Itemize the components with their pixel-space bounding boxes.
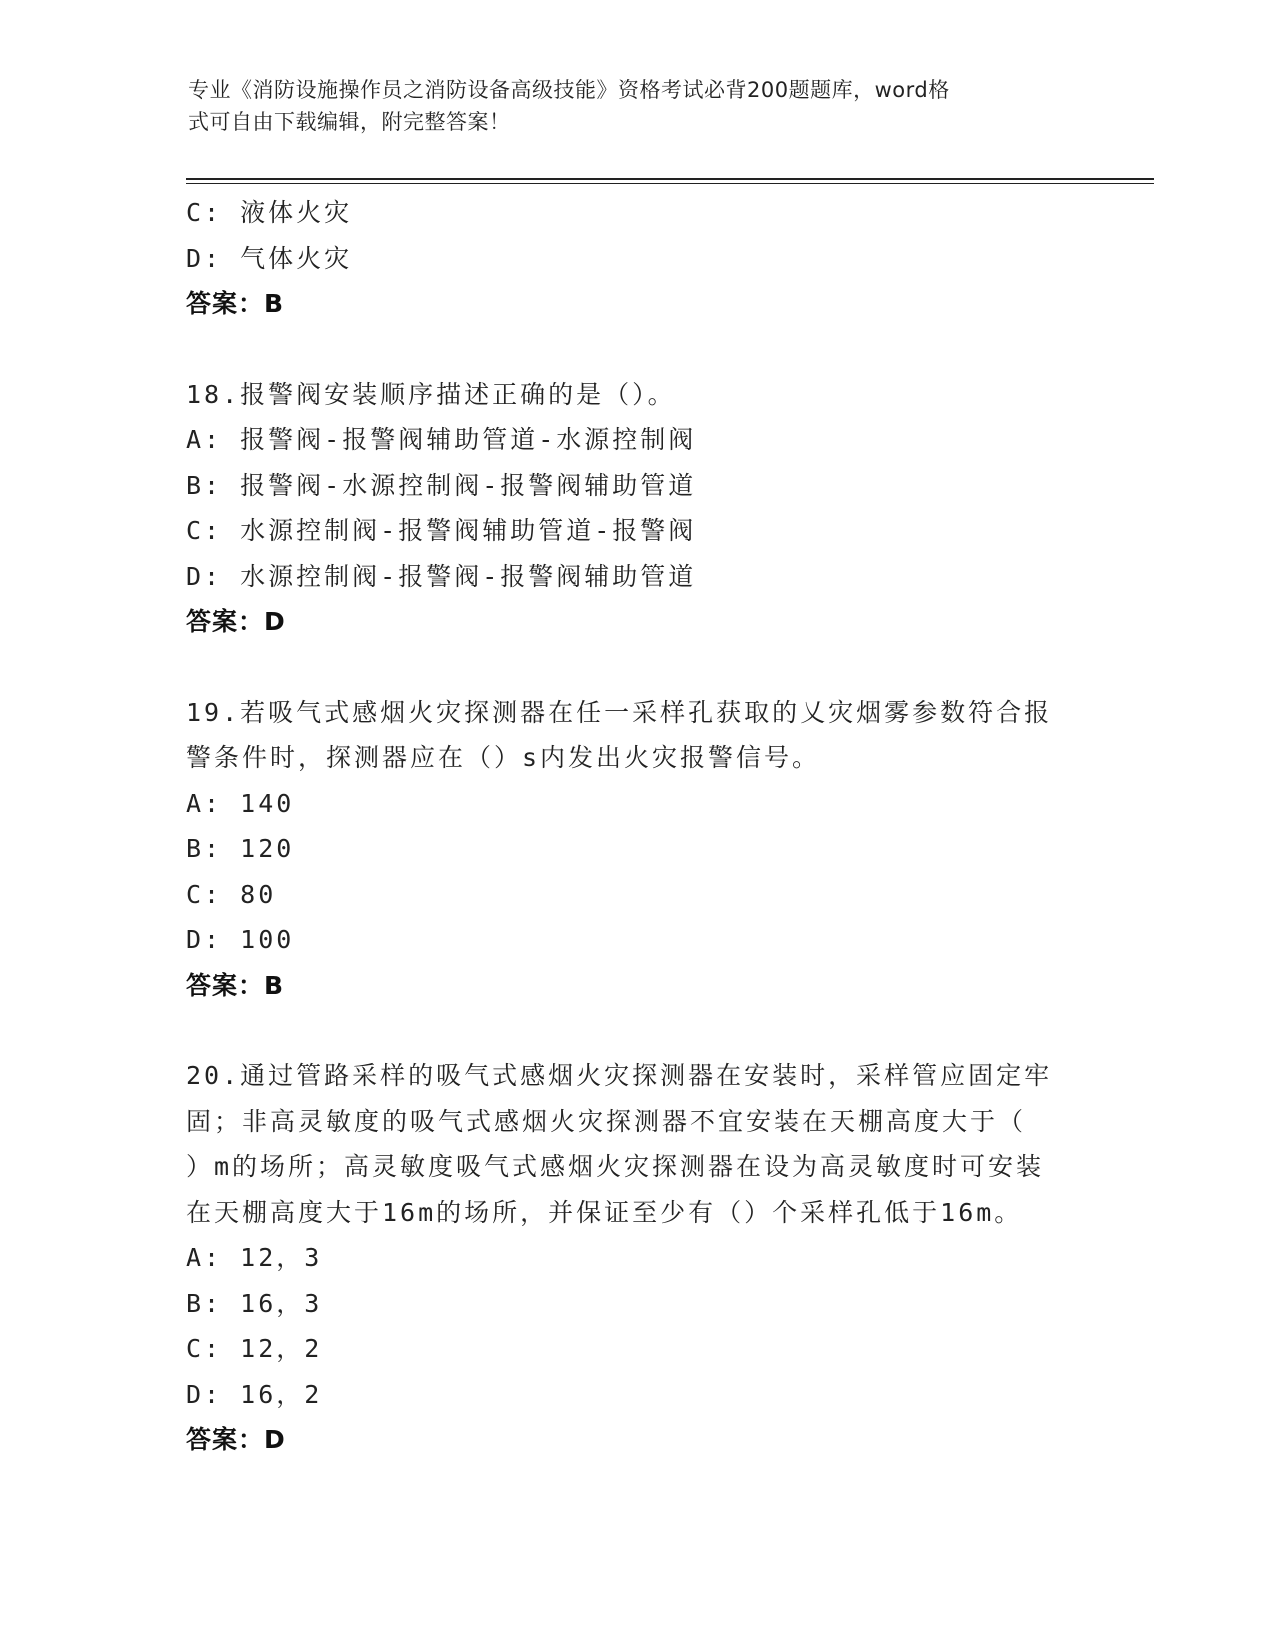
option-c: C: 液体火灾 — [186, 198, 353, 227]
question-20 — [186, 1053, 1086, 1463]
question-17-continuation — [186, 190, 1086, 327]
option-c: C: 12，2 — [186, 1334, 323, 1363]
answer: 答案：B — [186, 289, 285, 318]
option-c: C: 水源控制阀-报警阀辅助管道-报警阀 — [186, 516, 697, 545]
answer: 答案：D — [186, 607, 286, 636]
option-a: A: 140 — [186, 788, 295, 818]
option-b: B: 16，3 — [186, 1288, 323, 1318]
question-stem: ）m的场所；高灵敏度吸气式感烟火灾探测器在设为高灵敏度时可安装 — [186, 1152, 1045, 1181]
spacer — [186, 327, 1086, 372]
spacer — [186, 645, 1086, 690]
question-stem: 在天棚高度大于16m的场所，并保证至少有（）个采样孔低于16m。 — [186, 1197, 1023, 1227]
document-header — [188, 74, 1068, 138]
question-19 — [186, 690, 1086, 1009]
answer: 答案：D — [186, 1425, 286, 1454]
document-body — [186, 190, 1086, 1463]
option-a: A: 报警阀-报警阀辅助管道-水源控制阀 — [186, 425, 697, 454]
answer: 答案：B — [186, 970, 285, 1000]
option-d: D: 16，2 — [186, 1379, 323, 1409]
option-b: B: 报警阀-水源控制阀-报警阀辅助管道 — [186, 470, 697, 500]
header-line-1: 专业《消防设施操作员之消防设备高级技能》资格考试必背200题题库，word格 — [188, 78, 950, 102]
question-stem: 19.若吸气式感烟火灾探测器在任一采样孔获取的乂灾烟雾参数符合报 — [186, 697, 1053, 727]
option-d: D: 水源控制阀-报警阀-报警阀辅助管道 — [186, 561, 697, 591]
header-line-2: 式可自由下载编辑，附完整答案！ — [188, 110, 511, 134]
option-d: D: 气体火灾 — [186, 243, 353, 273]
option-c: C: 80 — [186, 879, 277, 909]
header-divider-thick — [186, 178, 1154, 180]
option-a: A: 12，3 — [186, 1243, 323, 1272]
question-18 — [186, 372, 1086, 645]
question-stem: 固；非高灵敏度的吸气式感烟火灾探测器不宜安装在天棚高度大于（ — [186, 1106, 1027, 1136]
question-stem: 警条件时，探测器应在（）s内发出火灾报警信号。 — [186, 743, 821, 772]
question-stem: 20.通过管路采样的吸气式感烟火灾探测器在安装时，采样管应固定牢 — [186, 1061, 1053, 1090]
option-d: D: 100 — [186, 925, 295, 954]
option-b: B: 120 — [186, 834, 295, 863]
header-divider-thin — [186, 183, 1154, 184]
spacer — [186, 1008, 1086, 1053]
question-stem: 18.报警阀安装顺序描述正确的是（）。 — [186, 379, 676, 409]
